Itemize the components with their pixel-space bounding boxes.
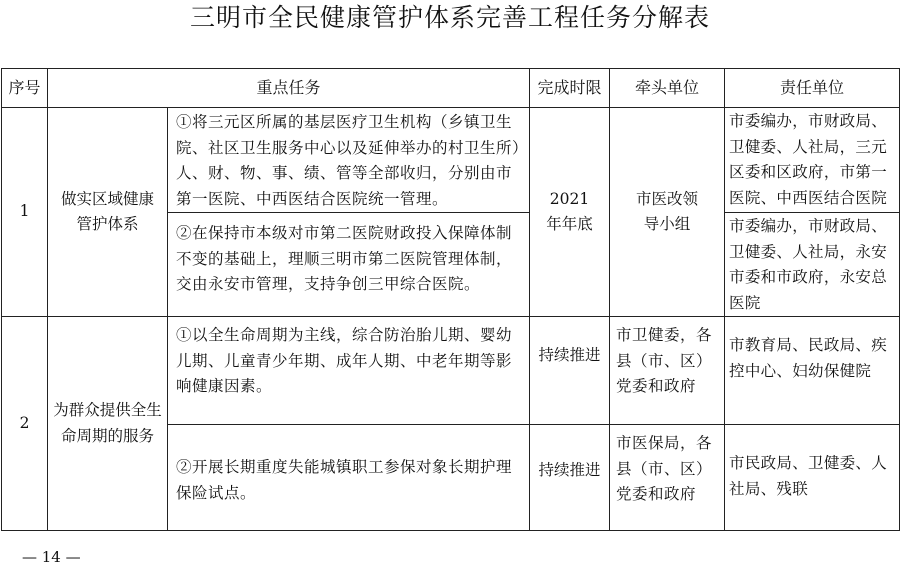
row-number: 2 — [2, 317, 48, 531]
task-text: ①将三元区所属的基层医疗卫生机构（乡镇卫生院、社区卫生服务中心以及延伸举办的村卫生所）人、财、物、事、绩、管等全部收归，分别由市第一医院、中西医结合医院统一管理。 — [168, 108, 530, 213]
task-table — [1, 68, 900, 531]
responsible-unit-cell: 市民政局、卫健委、人社局、残联 — [725, 425, 900, 531]
lead-unit-cell: 市医保局，各县（市、区）党委和政府 — [610, 425, 725, 531]
responsible-unit-cell: 市委编办，市财政局、卫健委、人社局，永安市委和市政府，永安总医院 — [725, 213, 900, 317]
header-task: 重点任务 — [48, 69, 530, 108]
page-number: — 14 — — [22, 548, 81, 566]
deadline-cell: 持续推进 — [530, 317, 610, 425]
task-category: 为群众提供全生命周期的服务 — [48, 317, 168, 531]
document-title: 三明市全民健康管护体系完善工程任务分解表 — [189, 3, 710, 32]
header-responsible: 责任单位 — [725, 69, 900, 108]
table-row — [2, 317, 900, 425]
row-number: 1 — [2, 108, 48, 317]
header-lead: 牵头单位 — [610, 69, 725, 108]
task-category: 做实区域健康管护体系 — [48, 108, 168, 317]
task-text: ②在保持市本级对市第二医院财政投入保障体制不变的基础上，理顺三明市第二医院管理体制，交由永安市管理，支持争创三甲综合医院。 — [168, 213, 530, 317]
deadline-cell: 2021 年年底 — [530, 108, 610, 317]
table-row — [2, 108, 900, 213]
lead-unit-cell: 市医改领导小组 — [610, 108, 725, 317]
responsible-unit-cell: 市委编办，市财政局、卫健委、人社局，三元区委和区政府，市第一医院、中西医结合医院 — [725, 108, 900, 213]
task-text: ②开展长期重度失能城镇职工参保对象长期护理保险试点。 — [168, 425, 530, 531]
responsible-unit-cell: 市教育局、民政局、疾控中心、妇幼保健院 — [725, 317, 900, 425]
lead-unit-cell: 市卫健委，各县（市、区）党委和政府 — [610, 317, 725, 425]
task-text: ①以全生命周期为主线，综合防治胎儿期、婴幼儿期、儿童青少年期、成年人期、中老年期等影响健康因素。 — [168, 317, 530, 425]
deadline-cell: 持续推进 — [530, 425, 610, 531]
header-deadline: 完成时限 — [530, 69, 610, 108]
header-no: 序号 — [2, 69, 48, 108]
table-header-row — [2, 69, 900, 108]
